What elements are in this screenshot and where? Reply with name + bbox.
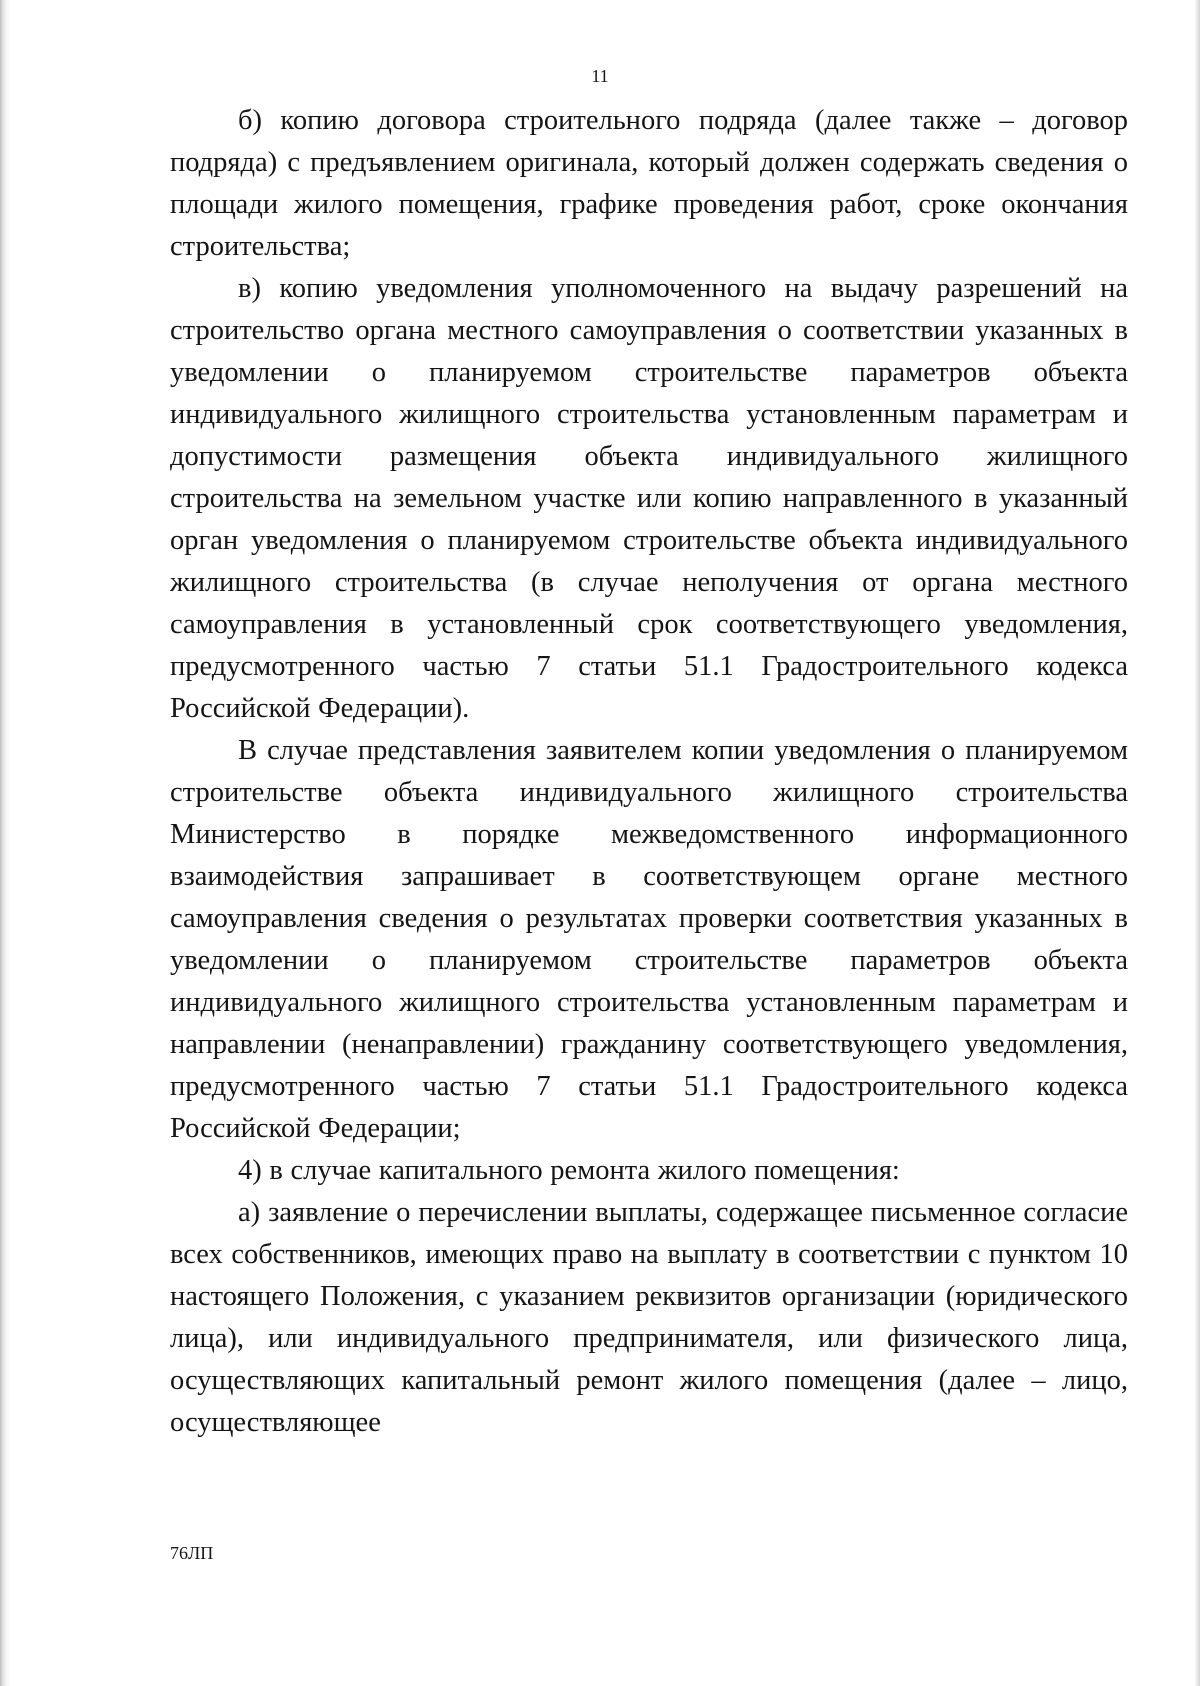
document-code: 76ЛП [170, 1543, 214, 1563]
page-number: 11 [591, 66, 609, 86]
scan-edge-right [1194, 0, 1200, 1686]
scan-edge-left [0, 0, 10, 1686]
paragraph-b-construction-contract: б) копию договора строительного подряда (далее также – договор подряда) с предъявлением оригинала, который должен содержать сведения о площади жилого помещения, графике проведения работ, сроке окончания строительства; [170, 105, 1128, 262]
document-body [170, 100, 1128, 1444]
paragraph-item-4-capital-repair: 4) в случае капитального ремонта жилого помещения: [238, 1155, 900, 1186]
paragraph-notification-request: В случае представления заявителем копии уведомления о планируемом строительстве объекта индивидуального жилищного строительства Министерство в порядке межведомственного информационного взаимодействия запрашивает в соответствующем органе местного самоуправления сведения о результатах проверки соответствия указанных в уведомлении о планируемом строительстве параметров объекта индивидуального жилищного строительства установленным параметрам и направлении (ненаправлении) гражданину соответствующего уведомления, предусмотренного частью 7 статьи 51.1 Градостроительного кодекса Российской Федерации; [170, 735, 1128, 1144]
paragraph-a-payment-application: а) заявление о перечислении выплаты, содержащее письменное согласие всех собственников, имеющих право на выплату в соответствии с пунктом 10 настоящего Положения, с указанием реквизитов организации (юридического лица), или индивидуального предпринимателя, или физического лица, осуществляющих капитальный ремонт жилого помещения (далее – лицо, осуществляющее [170, 1197, 1128, 1438]
paragraph-v-notification-copy: в) копию уведомления уполномоченного на выдачу разрешений на строительство органа местного самоуправления о соответствии указанных в уведомлении о планируемом строительстве параметров объекта индивидуального жилищного строительства установленным параметрам и допустимости размещения объекта индивидуального жилищного строительства на земельном участке или копию направленного в указанный орган уведомления о планируемом строительстве объекта индивидуального жилищного строительства (в случае неполучения от органа местного самоуправления в установленный срок соответствующего уведомления, предусмотренного частью 7 статьи 51.1 Градостроительного кодекса Российской Федерации). [170, 273, 1128, 724]
